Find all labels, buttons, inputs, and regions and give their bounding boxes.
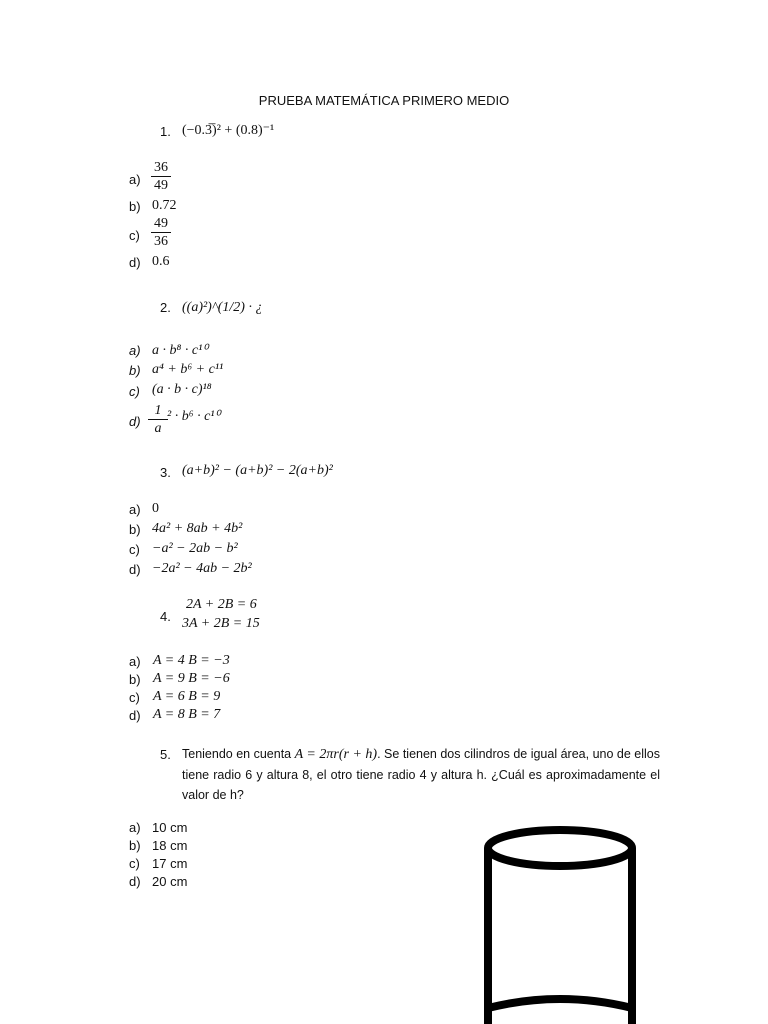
q4-option-c-label: c)	[129, 690, 140, 705]
q1-option-a-numerator: 36	[154, 160, 168, 175]
q2-option-d-denominator: a	[154, 421, 162, 436]
q1-number: 1.	[160, 124, 171, 139]
q1-option-b-label: b)	[129, 199, 141, 214]
q2-option-c-value: (a · b · c)¹⁸	[152, 382, 212, 397]
q1-option-d-label: d)	[129, 255, 141, 270]
q3-option-d-value: −2a² − 4ab − 2b²	[152, 561, 252, 576]
q3-option-c-value: −a² − 2ab − b²	[152, 541, 238, 556]
q2-option-a-value: a · b⁸ · c¹⁰	[152, 343, 208, 358]
q4-option-d-value: A = 8 B = 7	[153, 707, 221, 722]
q4-option-c-value: A = 6 B = 9	[153, 689, 221, 704]
q3-number: 3.	[160, 465, 171, 480]
q4-option-a-value: A = 4 B = −3	[153, 653, 230, 668]
q4-option-b-value: A = 9 B = −6	[153, 671, 230, 686]
q1-expression: (−0.3̅)² + (0.8)⁻¹	[182, 123, 275, 138]
q2-option-b-value: a⁴ + b⁶ + c¹¹	[152, 362, 224, 377]
q5-option-c-value: 17 cm	[152, 856, 188, 871]
q3-expression: (a+b)² − (a+b)² − 2(a+b)²	[182, 463, 333, 478]
q5-option-a-label: a)	[129, 820, 141, 835]
q5-option-b-value: 18 cm	[152, 838, 188, 853]
q1-option-c-denominator: 36	[154, 234, 168, 249]
q4-number: 4.	[160, 609, 171, 624]
q4-option-d-label: d)	[129, 708, 141, 723]
q1-option-c-fraction	[151, 216, 171, 249]
q5-intro: Teniendo en cuenta	[182, 747, 292, 761]
q2-option-b-label: b)	[129, 363, 141, 378]
q3-option-c-label: c)	[129, 542, 140, 557]
q4-option-b-label: b)	[129, 672, 141, 687]
page-title: PRUEBA MATEMÁTICA PRIMERO MEDIO	[258, 93, 510, 108]
q2-option-c-label: c)	[129, 384, 140, 399]
q2-option-d-numerator: 1	[154, 403, 162, 418]
q1-option-c-label: c)	[129, 228, 140, 243]
q5-option-a-value: 10 cm	[152, 820, 188, 835]
q1-option-a-label: a)	[129, 172, 141, 187]
q1-option-d-value: 0.6	[152, 254, 170, 269]
q2-option-d-fraction	[148, 403, 168, 436]
q2-number: 2.	[160, 300, 171, 315]
q5-statement	[182, 744, 660, 805]
q2-option-d-tail: ² · b⁶ · c¹⁰	[167, 409, 221, 424]
q5-option-d-value: 20 cm	[152, 874, 188, 889]
q3-option-b-value: 4a² + 8ab + 4b²	[152, 521, 243, 536]
q2-expression: ((a)²)^(1/2) · ¿	[182, 300, 263, 315]
q4-equation-1: 2A + 2B = 6	[186, 597, 257, 612]
q3-option-d-label: d)	[129, 562, 141, 577]
q1-option-b-value: 0.72	[152, 198, 177, 213]
q5-number: 5.	[160, 747, 171, 762]
q3-option-b-label: b)	[129, 522, 141, 537]
q1-option-c-numerator: 49	[154, 216, 168, 231]
q5-option-d-label: d)	[129, 874, 141, 889]
q1-option-a-fraction	[151, 160, 171, 193]
q1-option-a-denominator: 49	[154, 178, 168, 193]
q3-option-a-label: a)	[129, 502, 141, 517]
q5-option-c-label: c)	[129, 856, 140, 871]
q4-option-a-label: a)	[129, 654, 141, 669]
q3-option-a-value: 0	[152, 501, 159, 516]
q5-option-b-label: b)	[129, 838, 141, 853]
q2-option-a-label: a)	[129, 343, 141, 358]
q5-formula: A = 2πr(r + h)	[294, 747, 378, 762]
cylinder-icon	[478, 818, 644, 1024]
q2-option-d-label: d)	[129, 414, 141, 429]
q4-equation-2: 3A + 2B = 15	[182, 616, 260, 631]
q5-rest: . Se tienen dos cilindros de igual área, uno de ellos tiene radio 6 y altura 8, el otro tiene radio 4 y altura h. ¿Cuál es aproximadamente el valor de h?	[182, 747, 660, 802]
